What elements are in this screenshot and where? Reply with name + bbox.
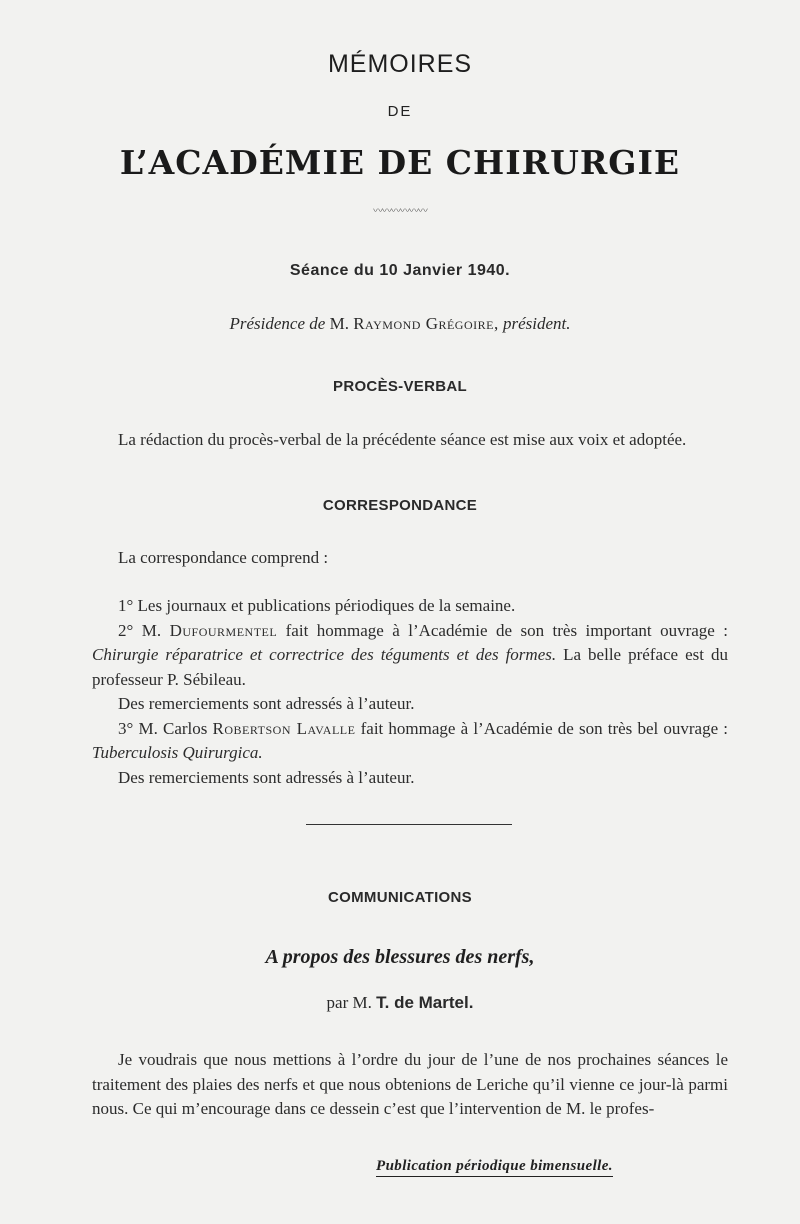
- item3-book-title: Tuberculosis Quirurgica.: [92, 743, 263, 762]
- correspondance-item-1: 1° Les journaux et publications périodiques de la semaine.: [118, 596, 516, 615]
- presidency-suffix: président.: [502, 314, 571, 333]
- heading-correspondance: CORRESPONDANCE: [322, 497, 478, 514]
- item2-preface: La belle préface est du professeur P. Sébileau.: [92, 645, 728, 689]
- correspondance-item-2: [92, 619, 728, 693]
- presidency-m: M.: [329, 314, 349, 333]
- president-name: Raymond Grégoire,: [353, 314, 499, 333]
- heading-proces-verbal: PROCÈS-VERBAL: [333, 378, 467, 395]
- article-body: Je voudrais que nous mettions à l’ordre du jour de l’une de nos prochaines séances le traitement des plaies des nerfs et que nous obtenions de Leriche qu’il vienne ce jour-là parmi nous. Ce qui m’encourage dans ce dessein c’est que l’intervention de M. le profes-: [92, 1050, 728, 1118]
- item2-prefix: 2° M.: [118, 620, 162, 640]
- correspondance-intro: La correspondance comprend :: [118, 548, 329, 567]
- section-divider: [306, 824, 512, 825]
- item3-prefix: 3° M. Carlos: [118, 718, 208, 738]
- item2-text: fait hommage à l’Académie de son très important ouvrage :: [285, 620, 729, 640]
- author-name: T. de Martel.: [376, 993, 474, 1012]
- item3-text: fait hommage à l’Académie de son très bel ouvrage :: [360, 718, 729, 738]
- correspondance-thanks-2: Des remerciements sont adressés à l’auteur.: [118, 767, 415, 787]
- proces-verbal-text: La rédaction du procès-verbal de la précédente séance est mise aux voix et adoptée.: [118, 430, 687, 449]
- correspondance-item-3: [92, 717, 728, 766]
- item2-book-title: Chirurgie réparatrice et correctrice des téguments et des formes.: [92, 645, 557, 664]
- heading-communications: COMMUNICATIONS: [328, 889, 472, 906]
- article-author: [0, 993, 800, 1013]
- presidency-line: [0, 314, 800, 334]
- journal-title-de: DE: [387, 103, 413, 120]
- item3-author: Robertson Lavalle: [212, 718, 356, 738]
- correspondance-list: [92, 594, 728, 790]
- session-date: Séance du 10 Janvier 1940.: [289, 262, 511, 279]
- presidency-prefix: Présidence de: [229, 314, 326, 333]
- journal-title-academie: L’ACADÉMIE DE CHIRURGIE: [119, 143, 681, 182]
- title-ornament: 〰〰〰〰〰〰: [373, 206, 427, 217]
- item2-author: Dufourmentel: [169, 620, 278, 640]
- article-title: A propos des blessures des nerfs,: [265, 946, 535, 968]
- correspondance-thanks-1: Des remerciements sont adressés à l’auteur.: [118, 694, 415, 713]
- author-prefix: par M.: [326, 993, 372, 1012]
- journal-title-memoires: MÉMOIRES: [327, 50, 473, 78]
- publication-note: Publication périodique bimensuelle.: [376, 1158, 613, 1177]
